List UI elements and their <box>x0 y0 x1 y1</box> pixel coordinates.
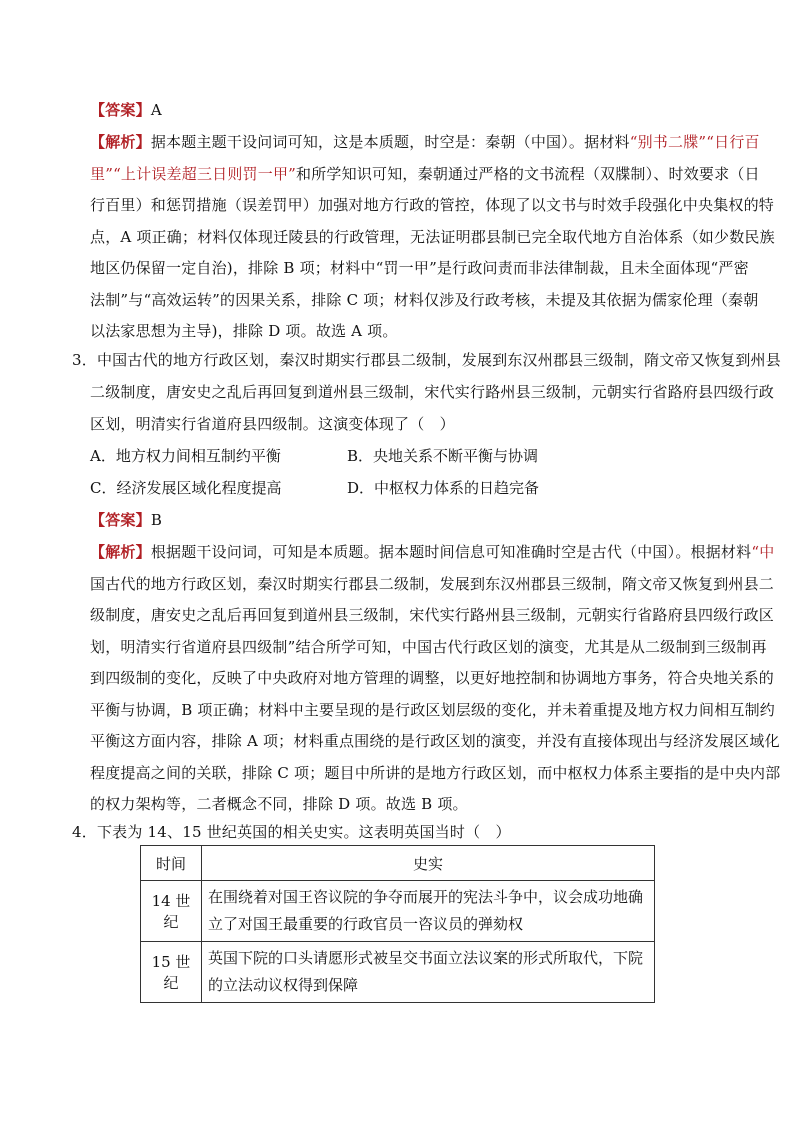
analysis-tag: 【解析】 <box>90 543 151 561</box>
analysis-text: 点，A 项正确；材料仅体现迁陵县的行政管理，无法证明郡县制已完全取代地方自治体系（如少数民族 <box>90 227 775 246</box>
analysis-line <box>90 637 767 657</box>
analysis-text: 根据题干设问词，可知是本质题。据本题时间信息可知准确时空是古代（中国）。根据材料 <box>150 543 752 561</box>
analysis-text: 和所学知识可知，秦朝通过严格的文书流程（双牒制）、时效要求（日 <box>296 164 760 183</box>
analysis-text: 平衡与协调，B 项正确；材料中主要呈现的是行政区划层级的变化，并未着重提及地方权力间相互制约 <box>90 700 775 719</box>
answer-tag: 【答案】 <box>90 511 151 529</box>
table-cell-fact: 英国下院的口头请愿形式被呈交书面立法议案的形式所取代，下院的立法动议权得到保障 <box>202 942 655 1003</box>
analysis-text: 以法家思想为主导)，排除 D 项。故选 A 项。 <box>90 322 398 340</box>
analysis-line <box>90 763 780 783</box>
analysis-line <box>90 668 774 688</box>
q4-stem-line: 4．下表为 14、15 世纪英国的相关史实。这表明英国当时（ ） <box>72 823 511 841</box>
q2-answer-line <box>90 100 162 120</box>
analysis-line <box>90 258 749 278</box>
analysis-text: 级制度，唐安史之乱后再回复到道州县三级制，宋代实行路州县三级制，元朝实行省路府县四级行政区 <box>90 606 775 624</box>
quoted-material: 里”“上计误差超三日则罚一甲” <box>90 164 297 183</box>
q3-stem-line-2: 二级制度，唐安史之乱后再回复到道州县三级制，宋代实行路州县三级制，元朝实行省路府县四级行政 <box>90 383 775 401</box>
analysis-line <box>90 794 468 814</box>
answer-tag: 【答案】 <box>90 101 151 119</box>
quoted-material: “中 <box>751 543 775 561</box>
analysis-text: 行百里）和惩罚措施（误差罚甲）加强对地方行政的管控，体现了以文书与时效手段强化中央集权的特 <box>90 196 775 214</box>
quoted-material: “别书二牒”“日行百 <box>629 133 760 151</box>
question-number: 4． <box>72 823 97 841</box>
analysis-text: 程度提高之间的关联，排除 C 项；题目中所讲的是地方行政区划，而中枢权力体系主要指的是中央内部 <box>90 763 781 782</box>
analysis-text: 的权力架构等，二者概念不同，排除 D 项。故选 B 项。 <box>90 795 468 813</box>
analysis-text: 据本题主题干设问词可知，这是本质题，时空是：秦朝（中国）。据材料 <box>150 133 630 151</box>
analysis-line <box>90 195 774 215</box>
analysis-line <box>90 227 775 247</box>
table-row <box>141 881 655 942</box>
analysis-line <box>90 132 760 152</box>
option-d[interactable]: D．中枢权力体系的日趋完备 <box>347 479 540 497</box>
analysis-line <box>90 574 774 594</box>
answer-value: B <box>150 511 163 529</box>
analysis-tag: 【解析】 <box>90 133 151 151</box>
q3-stem-line-1: 3．中国古代的地方行政区划，秦汉时期实行郡县二级制，发展到东汉州郡县三级制，隋文帝又恢复到州县 <box>72 351 781 369</box>
analysis-line <box>90 605 774 625</box>
analysis-text: 法制”与“高效运转”的因果关系，排除 C 项；材料仅涉及行政考核，未提及其依据为儒家伦理（秦朝 <box>90 290 759 309</box>
history-table <box>140 845 655 1003</box>
table-header-fact: 史实 <box>202 846 655 881</box>
option-c[interactable]: C．经济发展区域化程度提高 <box>90 479 282 497</box>
analysis-line <box>90 290 758 310</box>
analysis-line <box>90 321 398 341</box>
table-cell-fact: 在围绕着对国王咨议院的争夺而展开的宪法斗争中，议会成功地确立了对国王最重要的行政官员一咨议员的弹劾权 <box>202 881 655 942</box>
option-b[interactable]: B．央地关系不断平衡与协调 <box>347 447 539 465</box>
option-a[interactable]: A．地方权力间相互制约平衡 <box>90 447 281 465</box>
table-cell-time: 14 世纪 <box>141 881 202 942</box>
table-header-row <box>141 846 655 881</box>
analysis-text: 平衡这方面内容，排除 A 项；材料重点围绕的是行政区划的演变，并没有直接体现出与经济发展区域化 <box>90 732 780 750</box>
analysis-line <box>90 700 775 720</box>
analysis-line <box>90 164 760 184</box>
analysis-text: 到四级制的变化，反映了中央政府对地方管理的调整，以更好地控制和协调地方事务，符合央地关系的 <box>90 669 775 687</box>
q3-stem-line-3: 区划，明清实行省道府县四级制。这演变体现了（ ） <box>90 415 455 433</box>
analysis-text: 国古代的地方行政区划，秦汉时期实行郡县二级制，发展到东汉州郡县三级制，隋文帝又恢复到州县二 <box>90 574 775 593</box>
question-number: 3． <box>72 351 97 369</box>
table-header-time: 时间 <box>141 846 202 881</box>
analysis-line <box>90 731 780 751</box>
q3-answer-line <box>90 510 162 530</box>
table-row <box>141 942 655 1003</box>
analysis-text: 划，明清实行省道府县四级制”结合所学可知，中国古代行政区划的演变，尤其是从二级制到三级制再 <box>90 637 767 656</box>
analysis-line <box>90 542 774 562</box>
answer-value: A <box>150 101 162 119</box>
table-cell-time: 15 世纪 <box>141 942 202 1003</box>
analysis-text: 地区仍保留一定自治)，排除 B 项；材料中“罚一甲”是行政问责而非法律制裁，且未全面体现“严密 <box>90 259 749 277</box>
